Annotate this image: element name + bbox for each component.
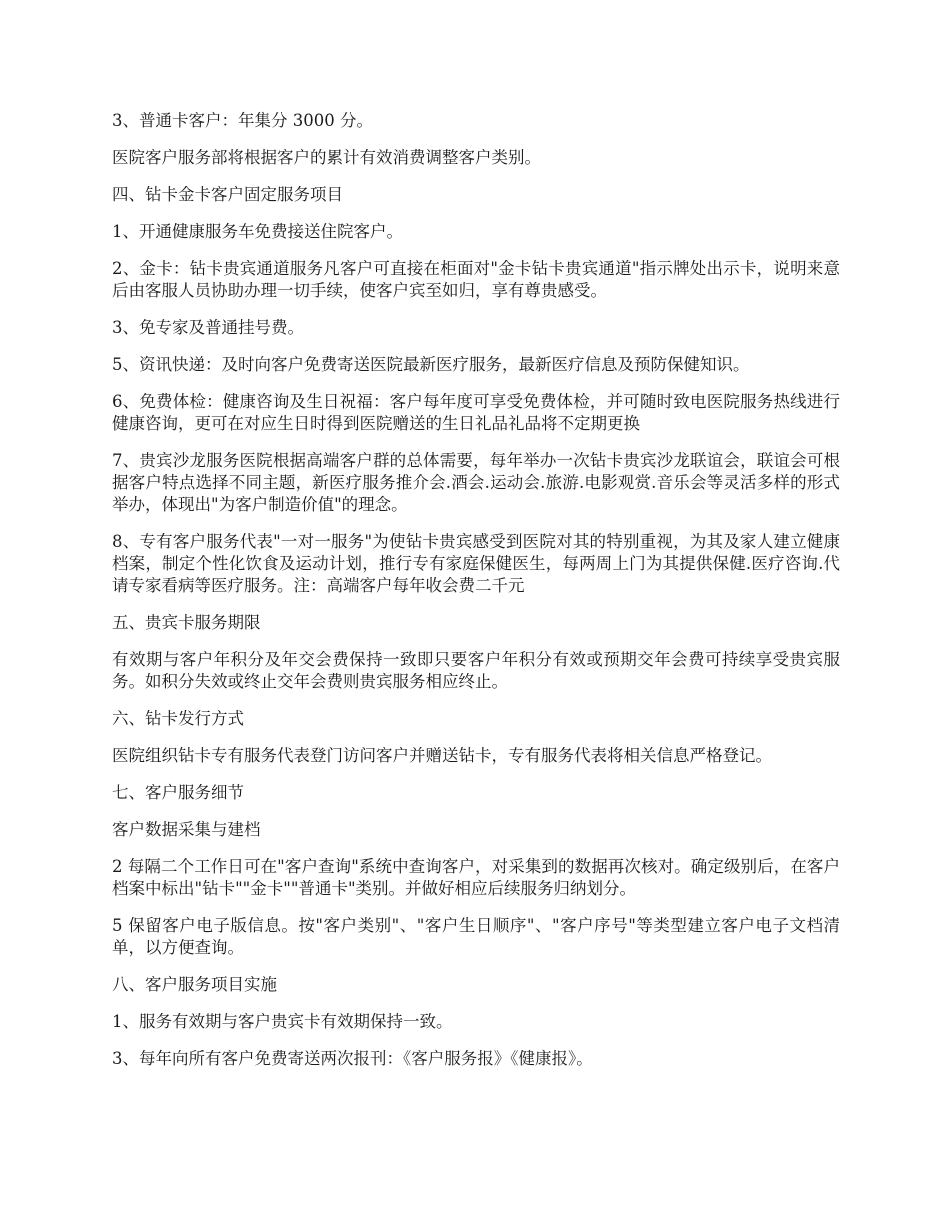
paragraph: 1、服务有效期与客户贵宾卡有效期保持一致。 — [112, 1012, 453, 1031]
paragraph: 医院客户服务部将根据客户的累计有效消费调整客户类别。 — [112, 148, 541, 167]
paragraph: 3、免专家及普通挂号费。 — [112, 318, 304, 337]
paragraph: 6、免费体检：健康咨询及生日祝福：客户每年度可享受免费体检，并可随时致电医院服务热线进行健康咨询，更可在对应生日时得到医院赠送的生日礼品礼品将不定期更换 — [112, 392, 840, 433]
paragraph: 2、金卡：钻卡贵宾通道服务凡客户可直接在柜面对"金卡钻卡贵宾通道"指示牌处出示卡，说明来意后由客服人员协助办理一切手续，使客户宾至如归，享有尊贵感受。 — [112, 259, 840, 300]
paragraph: 8、专有客户服务代表"一对一服务"为使钻卡贵宾感受到医院对其的特别重视，为其及家人建立健康档案，制定个性化饮食及运动计划，推行专有家庭保健医生，每两周上门为其提供保健.医疗咨询.代请专家看病等医疗服务。注：高端客户每年收会费二千元 — [112, 532, 840, 595]
paragraph: 7、贵宾沙龙服务医院根据高端客户群的总体需要，每年举办一次钻卡贵宾沙龙联谊会，联谊会可根据客户特点选择不同主题，新医疗服务推介会.酒会.运动会.旅游.电影观赏.音乐会等灵活多样的形式举办，体现出"为客户制造价值"的理念。 — [112, 451, 840, 514]
section-heading: 四、钻卡金卡客户固定服务项目 — [112, 185, 343, 204]
paragraph: 客户数据采集与建档 — [112, 820, 261, 839]
paragraph: 2 每隔二个工作日可在"客户查询"系统中查询客户，对采集到的数据再次核对。确定级别后，在客户档案中标出"钻卡""金卡""普通卡"类别。并做好相应后续服务归纳划分。 — [112, 857, 840, 898]
paragraph: 5、资讯快递：及时向客户免费寄送医院最新医疗服务，最新医疗信息及预防保健知识。 — [112, 355, 750, 374]
section-heading: 八、客户服务项目实施 — [112, 975, 277, 994]
paragraph: 1、开通健康服务车免费接送住院客户。 — [112, 222, 403, 241]
paragraph: 3、普通卡客户：年集分 3000 分。 — [112, 111, 373, 130]
paragraph: 医院组织钻卡专有服务代表登门访问客户并赠送钻卡，专有服务代表将相关信息严格登记。 — [112, 746, 772, 765]
section-heading: 六、钻卡发行方式 — [112, 709, 244, 728]
paragraph: 有效期与客户年积分及年交会费保持一致即只要客户年积分有效或预期交年会费可持续享受贵宾服务。如积分失效或终止交年会费则贵宾服务相应终止。 — [112, 650, 840, 691]
section-heading: 七、客户服务细节 — [112, 783, 244, 802]
paragraph: 5 保留客户电子版信息。按"客户类别"、"客户生日顺序"、"客户序号"等类型建立客户电子文档清单，以方便查询。 — [112, 916, 840, 957]
section-heading: 五、贵宾卡服务期限 — [112, 613, 261, 632]
paragraph: 3、每年向所有客户免费寄送两次报刊：《客户服务报》《健康报》。 — [112, 1049, 593, 1068]
